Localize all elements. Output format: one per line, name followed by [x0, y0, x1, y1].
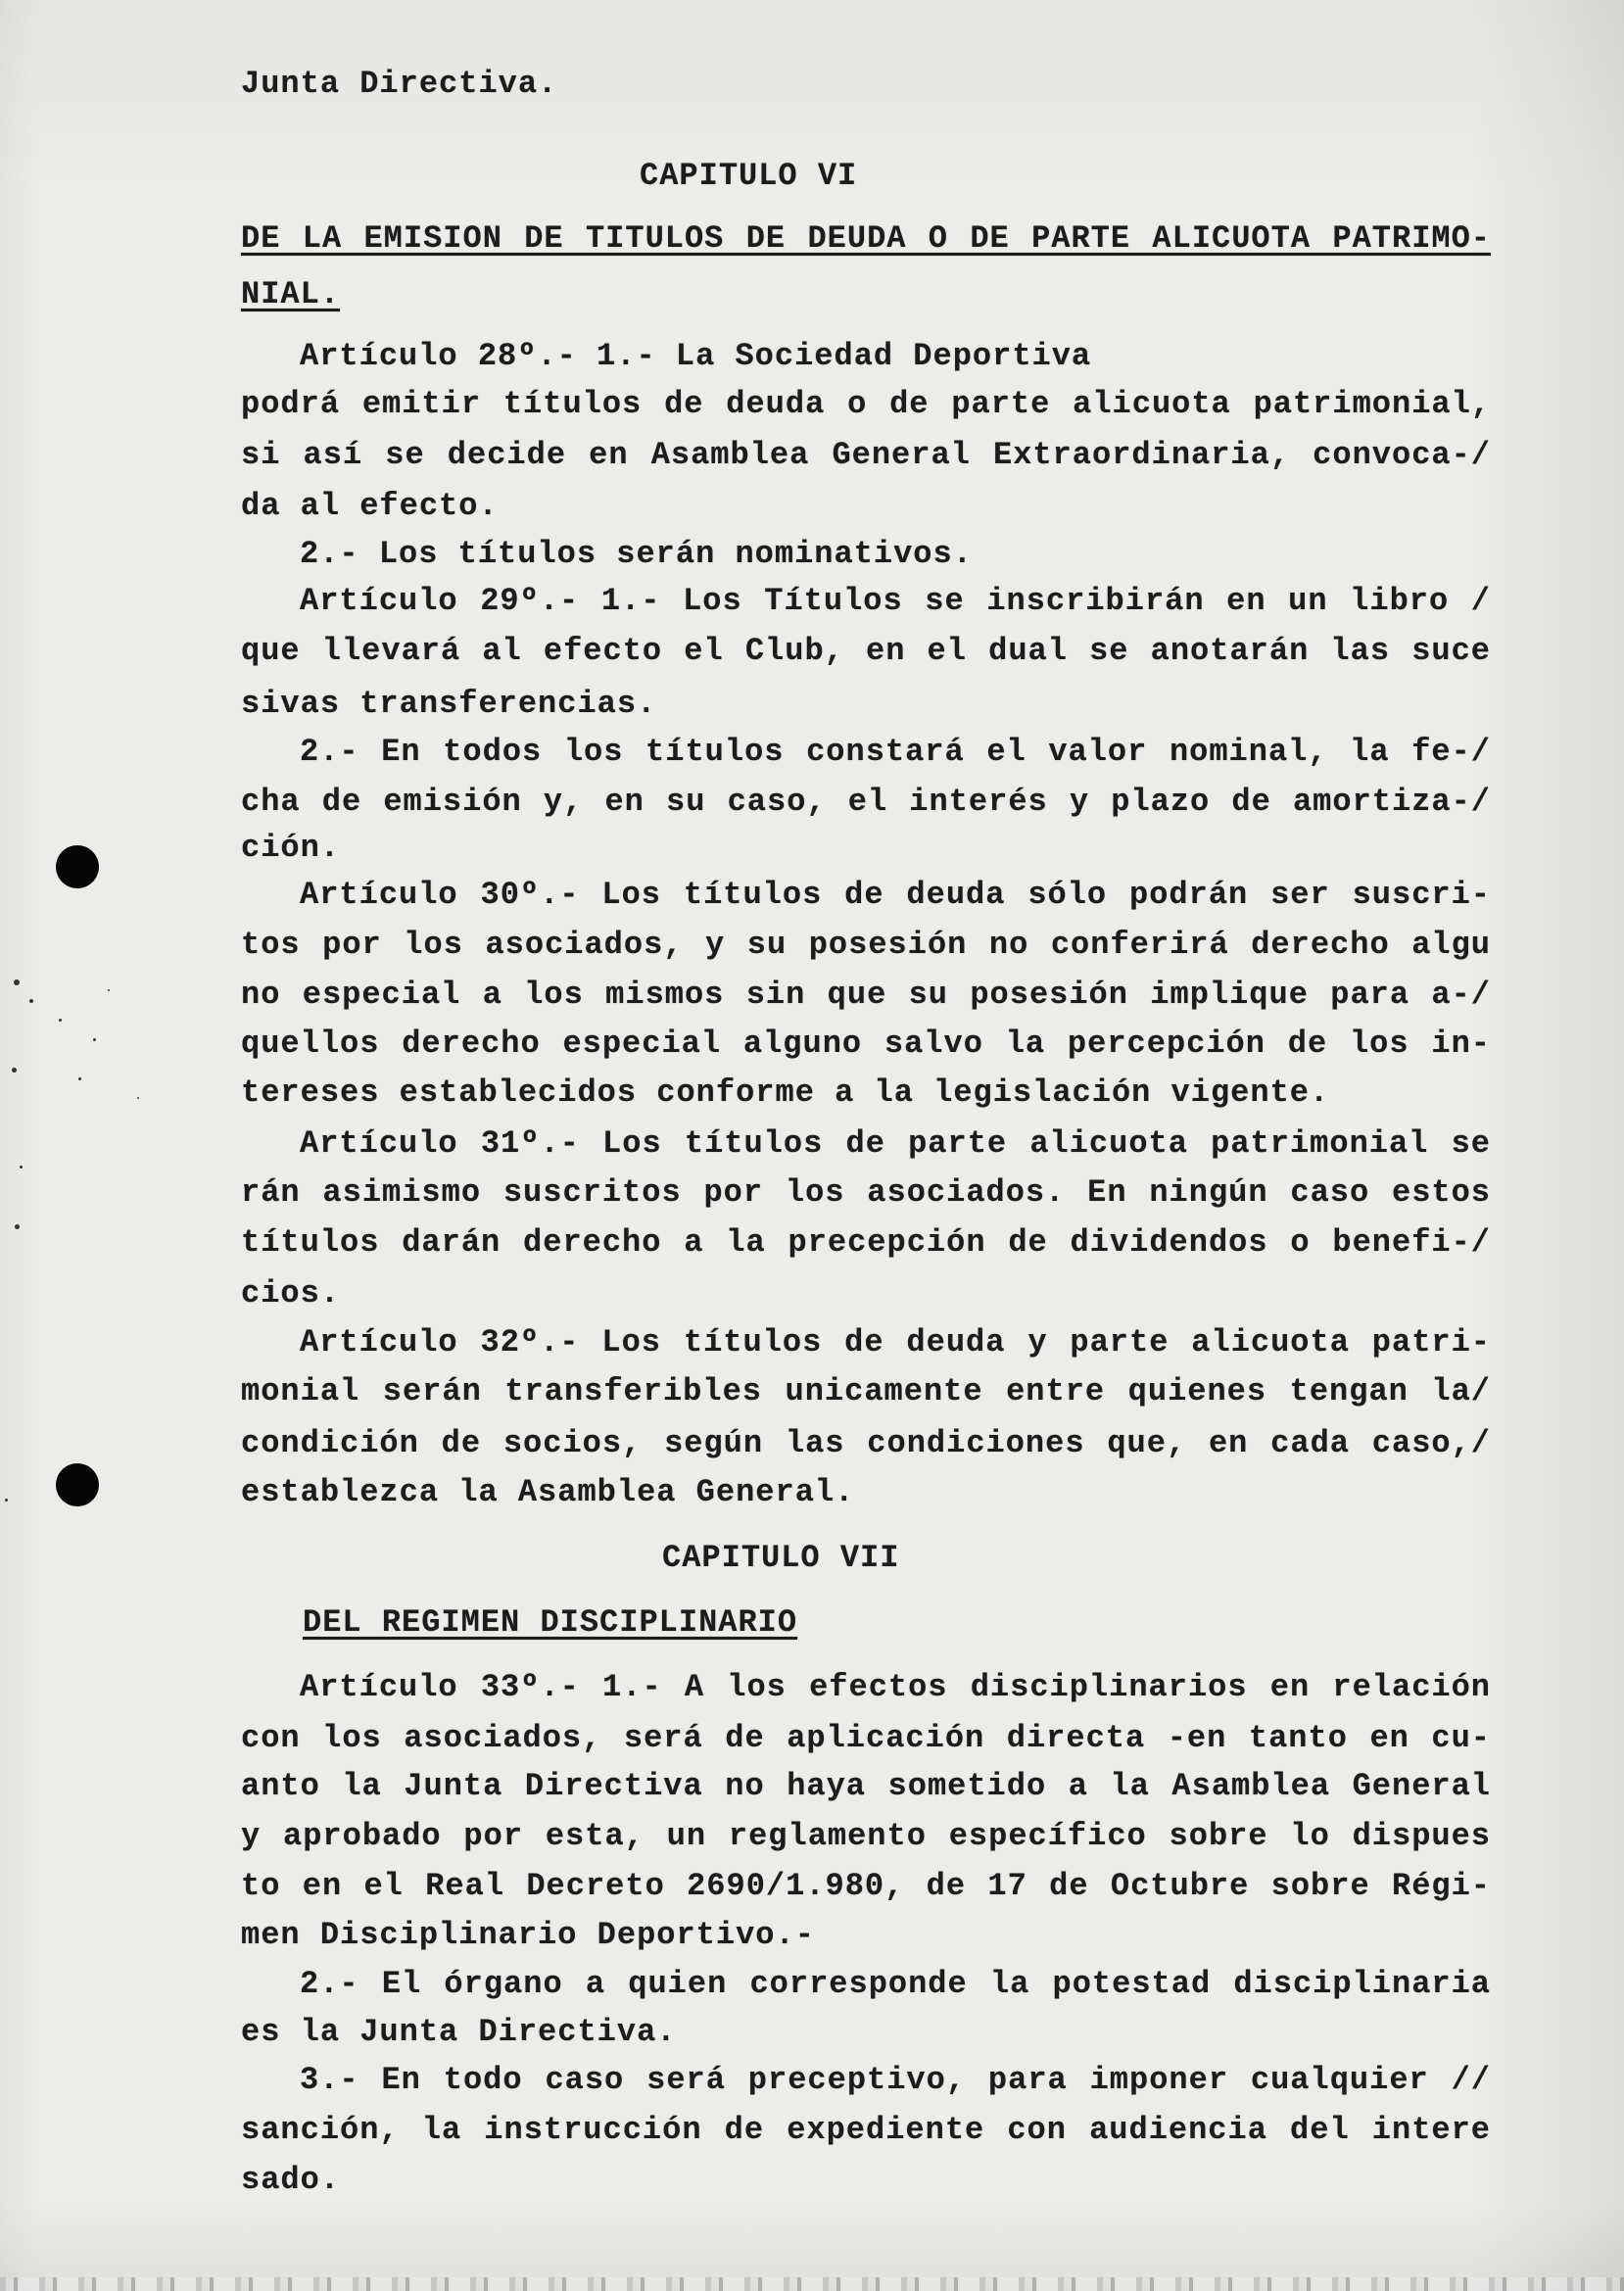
text-line: títulos darán derecho a la precepción de dividendos o benefi-/	[241, 1224, 1491, 1261]
scan-speck	[78, 1077, 81, 1080]
scan-speck	[137, 1097, 139, 1099]
text-line: sanción, la instrucción de expediente con audiencia del intere	[241, 2112, 1491, 2148]
text-line: establezca la Asamblea General.	[241, 1474, 855, 1510]
text-line: no especial a los mismos sin que su posesión implique para a-/	[241, 977, 1491, 1013]
text-line: y aprobado por esta, un reglamento específico sobre lo dispues	[241, 1818, 1491, 1854]
text-line: rán asimismo suscritos por los asociados. En ningún caso estos	[241, 1174, 1491, 1211]
chapter-title: DEL REGIMEN DISCIPLINARIO	[303, 1604, 798, 1641]
scan-speck	[15, 1224, 20, 1229]
scan-speck	[20, 1166, 23, 1169]
scan-speck	[59, 1019, 62, 1022]
punch-hole-icon	[56, 1463, 99, 1506]
article-33: Artículo 33º.- 1.- A los efectos disciplinarios en relación	[300, 1669, 1491, 1705]
scan-speck	[29, 999, 33, 1003]
article-33-3: 3.- En todo caso será preceptivo, para imponer cualquier //	[300, 2062, 1491, 2098]
text-line: cha de emisión y, en su caso, el interés y plazo de amortiza-/	[241, 784, 1491, 820]
text-line: ción.	[241, 830, 341, 866]
scan-speck	[108, 989, 110, 991]
text-line: tereses establecidos conforme a la legislación vigente.	[241, 1074, 1330, 1111]
scan-speck	[93, 1038, 96, 1041]
text-line: quellos derecho especial alguno salvo la percepción de los in-	[241, 1026, 1491, 1062]
punch-hole-icon	[56, 845, 99, 888]
text-line: da al efecto.	[241, 488, 499, 524]
text-line: que llevará al efecto el Club, en el dual se anotarán las suce	[241, 633, 1491, 669]
text-line: podrá emitir títulos de deuda o de parte alicuota patrimonial,	[241, 386, 1491, 422]
text-line: si así se decide en Asamblea General Extraordinaria, convoca-/	[241, 437, 1491, 473]
text-line: es la Junta Directiva.	[241, 2014, 677, 2050]
chapter-title: NIAL.	[241, 276, 341, 312]
text-line: tos por los asociados, y su posesión no conferirá derecho algu	[241, 927, 1491, 963]
scan-speck	[14, 979, 20, 985]
article-29-2: 2.- En todos los títulos constará el valor nominal, la fe-/	[300, 734, 1491, 770]
scan-speck	[5, 1499, 8, 1502]
article-33-2: 2.- El órgano a quien corresponde la potestad disciplinaria	[300, 1966, 1491, 2002]
article-28: Artículo 28º.- 1.- La Sociedad Deportiva	[300, 338, 1092, 374]
text-line: con los asociados, será de aplicación directa -en tanto en cu-	[241, 1720, 1491, 1756]
article-32: Artículo 32º.- Los títulos de deuda y parte alicuota patri-	[300, 1324, 1491, 1360]
continuation-text: Junta Directiva.	[241, 66, 558, 102]
article-29: Artículo 29º.- 1.- Los Títulos se inscribirán en un libro /	[300, 583, 1491, 619]
article-31: Artículo 31º.- Los títulos de parte alicuota patrimonial se	[300, 1125, 1491, 1162]
text-line: anto la Junta Directiva no haya sometido a la Asamblea General	[241, 1768, 1491, 1804]
text-line: sivas transferencias.	[241, 686, 657, 722]
text-line: condición de socios, según las condiciones que, en cada caso,/	[241, 1425, 1491, 1461]
text-line: cios.	[241, 1275, 341, 1312]
chapter-title: DE LA EMISION DE TITULOS DE DEUDA O DE PARTE ALICUOTA PATRIMO-	[241, 220, 1491, 257]
text-line: sado.	[241, 2162, 341, 2198]
text-line: to en el Real Decreto 2690/1.980, de 17 de Octubre sobre Régi-	[241, 1868, 1491, 1904]
scan-edge	[0, 2277, 1624, 2291]
article-30: Artículo 30º.- Los títulos de deuda sólo podrán ser suscri-	[300, 877, 1491, 913]
chapter-heading: CAPITULO VI	[640, 158, 858, 194]
scan-speck	[12, 1068, 17, 1073]
text-line: monial serán transferibles unicamente entre quienes tengan la/	[241, 1373, 1491, 1409]
text-line: men Disciplinario Deportivo.-	[241, 1917, 815, 1953]
article-28-2: 2.- Los títulos serán nominativos.	[300, 536, 973, 572]
chapter-heading: CAPITULO VII	[662, 1540, 900, 1576]
